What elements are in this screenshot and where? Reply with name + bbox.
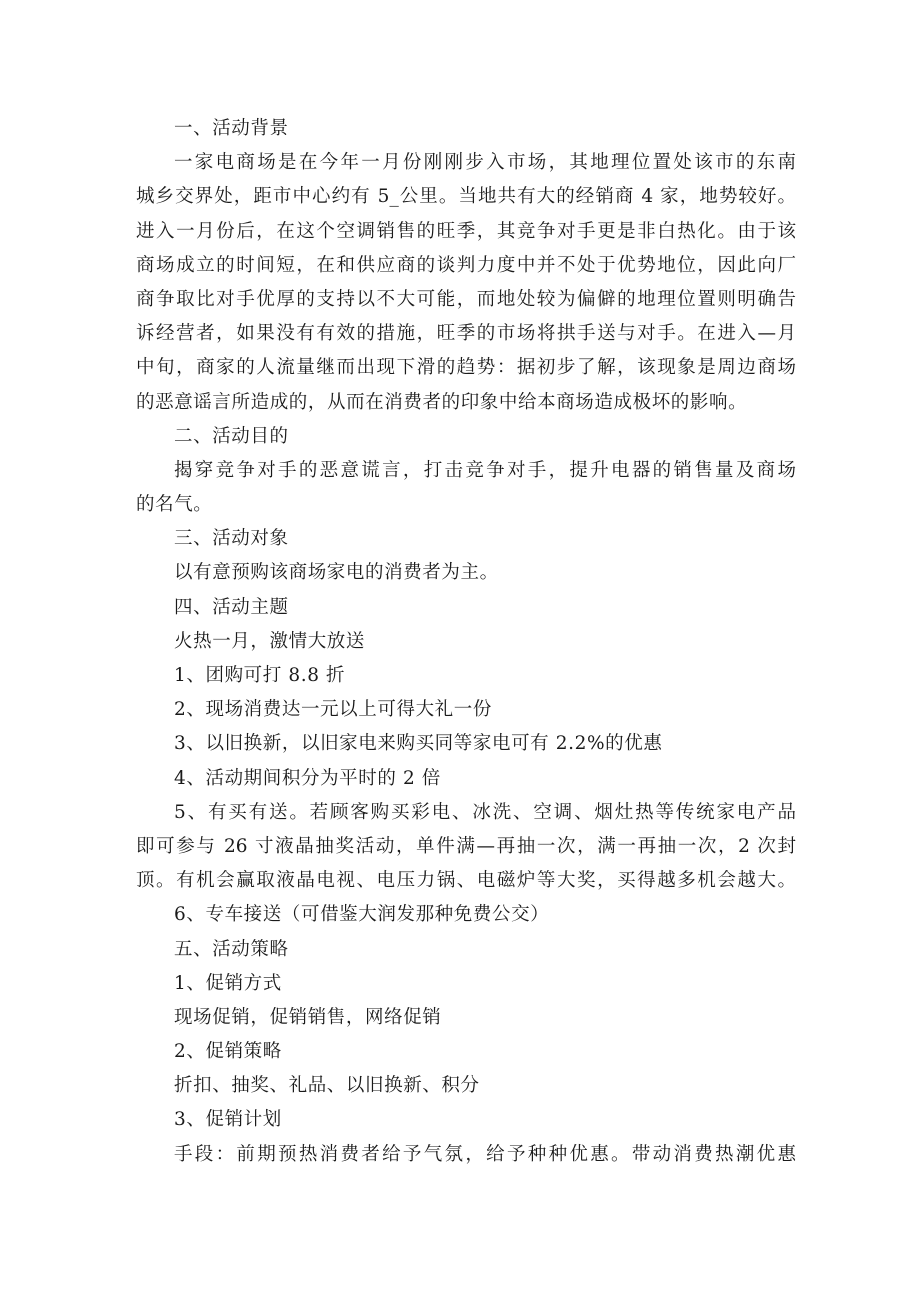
- text-line: 1、促销方式: [174, 972, 282, 994]
- document-body: [136, 112, 796, 1172]
- text-line: 现场促销，促销销售，网络促销: [174, 1006, 442, 1028]
- text-line: 商场成立的时间短，在和供应商的谈判力度中并不处于优势地位，因此向厂: [136, 254, 796, 276]
- text-line: 即可参与 26 寸液晶抽奖活动，单件满—再抽一次，满一再抽一次，2 次封: [136, 835, 796, 857]
- text-line: 火热一月，激情大放送: [174, 630, 366, 652]
- text-line: 5、有买有送。若顾客购买彩电、冰洗、空调、烟灶热等传统家电产品: [174, 801, 796, 823]
- text-line: 揭穿竞争对手的恶意谎言，打击竞争对手，提升电器的销售量及商场: [174, 459, 796, 481]
- text-line: 6、专车接送（可借鉴大润发那种免费公交）: [174, 904, 550, 926]
- text-line: 的名气。: [136, 494, 213, 516]
- text-line: 二、活动目的: [174, 425, 289, 447]
- text-line: 3、促销计划: [174, 1109, 282, 1131]
- text-line: 商争取比对手优厚的支持以不大可能，而地处较为偏僻的地理位置则明确告: [136, 288, 796, 310]
- text-line: 一家电商场是在今年一月份刚刚步入市场，其地理位置处该市的东南: [174, 152, 796, 174]
- text-line: 四、活动主题: [174, 596, 289, 618]
- text-line: 一、活动背景: [174, 118, 289, 139]
- text-line: 五、活动策略: [174, 938, 289, 960]
- text-line: 3、以旧换新，以旧家电来购买同等家电可有 2.2%的优惠: [174, 733, 663, 755]
- text-line: 4、活动期间积分为平时的 2 倍: [174, 767, 441, 789]
- text-line: 的恶意谣言所造成的，从而在消费者的印象中给本商场造成极坏的影响。: [136, 391, 748, 413]
- text-line: 中旬，商家的人流量继而出现下滑的趋势：据初步了解，该现象是周边商场: [136, 357, 796, 379]
- text-line: 手段：前期预热消费者给予气氛，给予种种优惠。带动消费热潮优惠: [174, 1143, 796, 1165]
- text-line: 以有意预购该商场家电的消费者为主。: [174, 562, 499, 584]
- text-line: 2、现场消费达一元以上可得大礼一份: [174, 699, 492, 721]
- text-line: 进入一月份后，在这个空调销售的旺季，其竞争对手更是非白热化。由于该: [136, 220, 796, 242]
- text-line: 三、活动对象: [174, 528, 289, 550]
- text-line: 折扣、抽奖、礼品、以旧换新、积分: [174, 1075, 480, 1097]
- text-line: 城乡交界处，距市中心约有 5_公里。当地共有大的经销商 4 家，地势较好。: [136, 186, 796, 208]
- text-line: 诉经营者，如果没有有效的措施，旺季的市场将拱手送与对手。在进入—月: [136, 323, 796, 345]
- text-line: 2、促销策略: [174, 1041, 282, 1063]
- text-line: 顶。有机会赢取液晶电视、电压力锅、电磁炉等大奖，买得越多机会越大。: [136, 870, 796, 892]
- text-line: 1、团购可打 8.8 折: [174, 665, 346, 686]
